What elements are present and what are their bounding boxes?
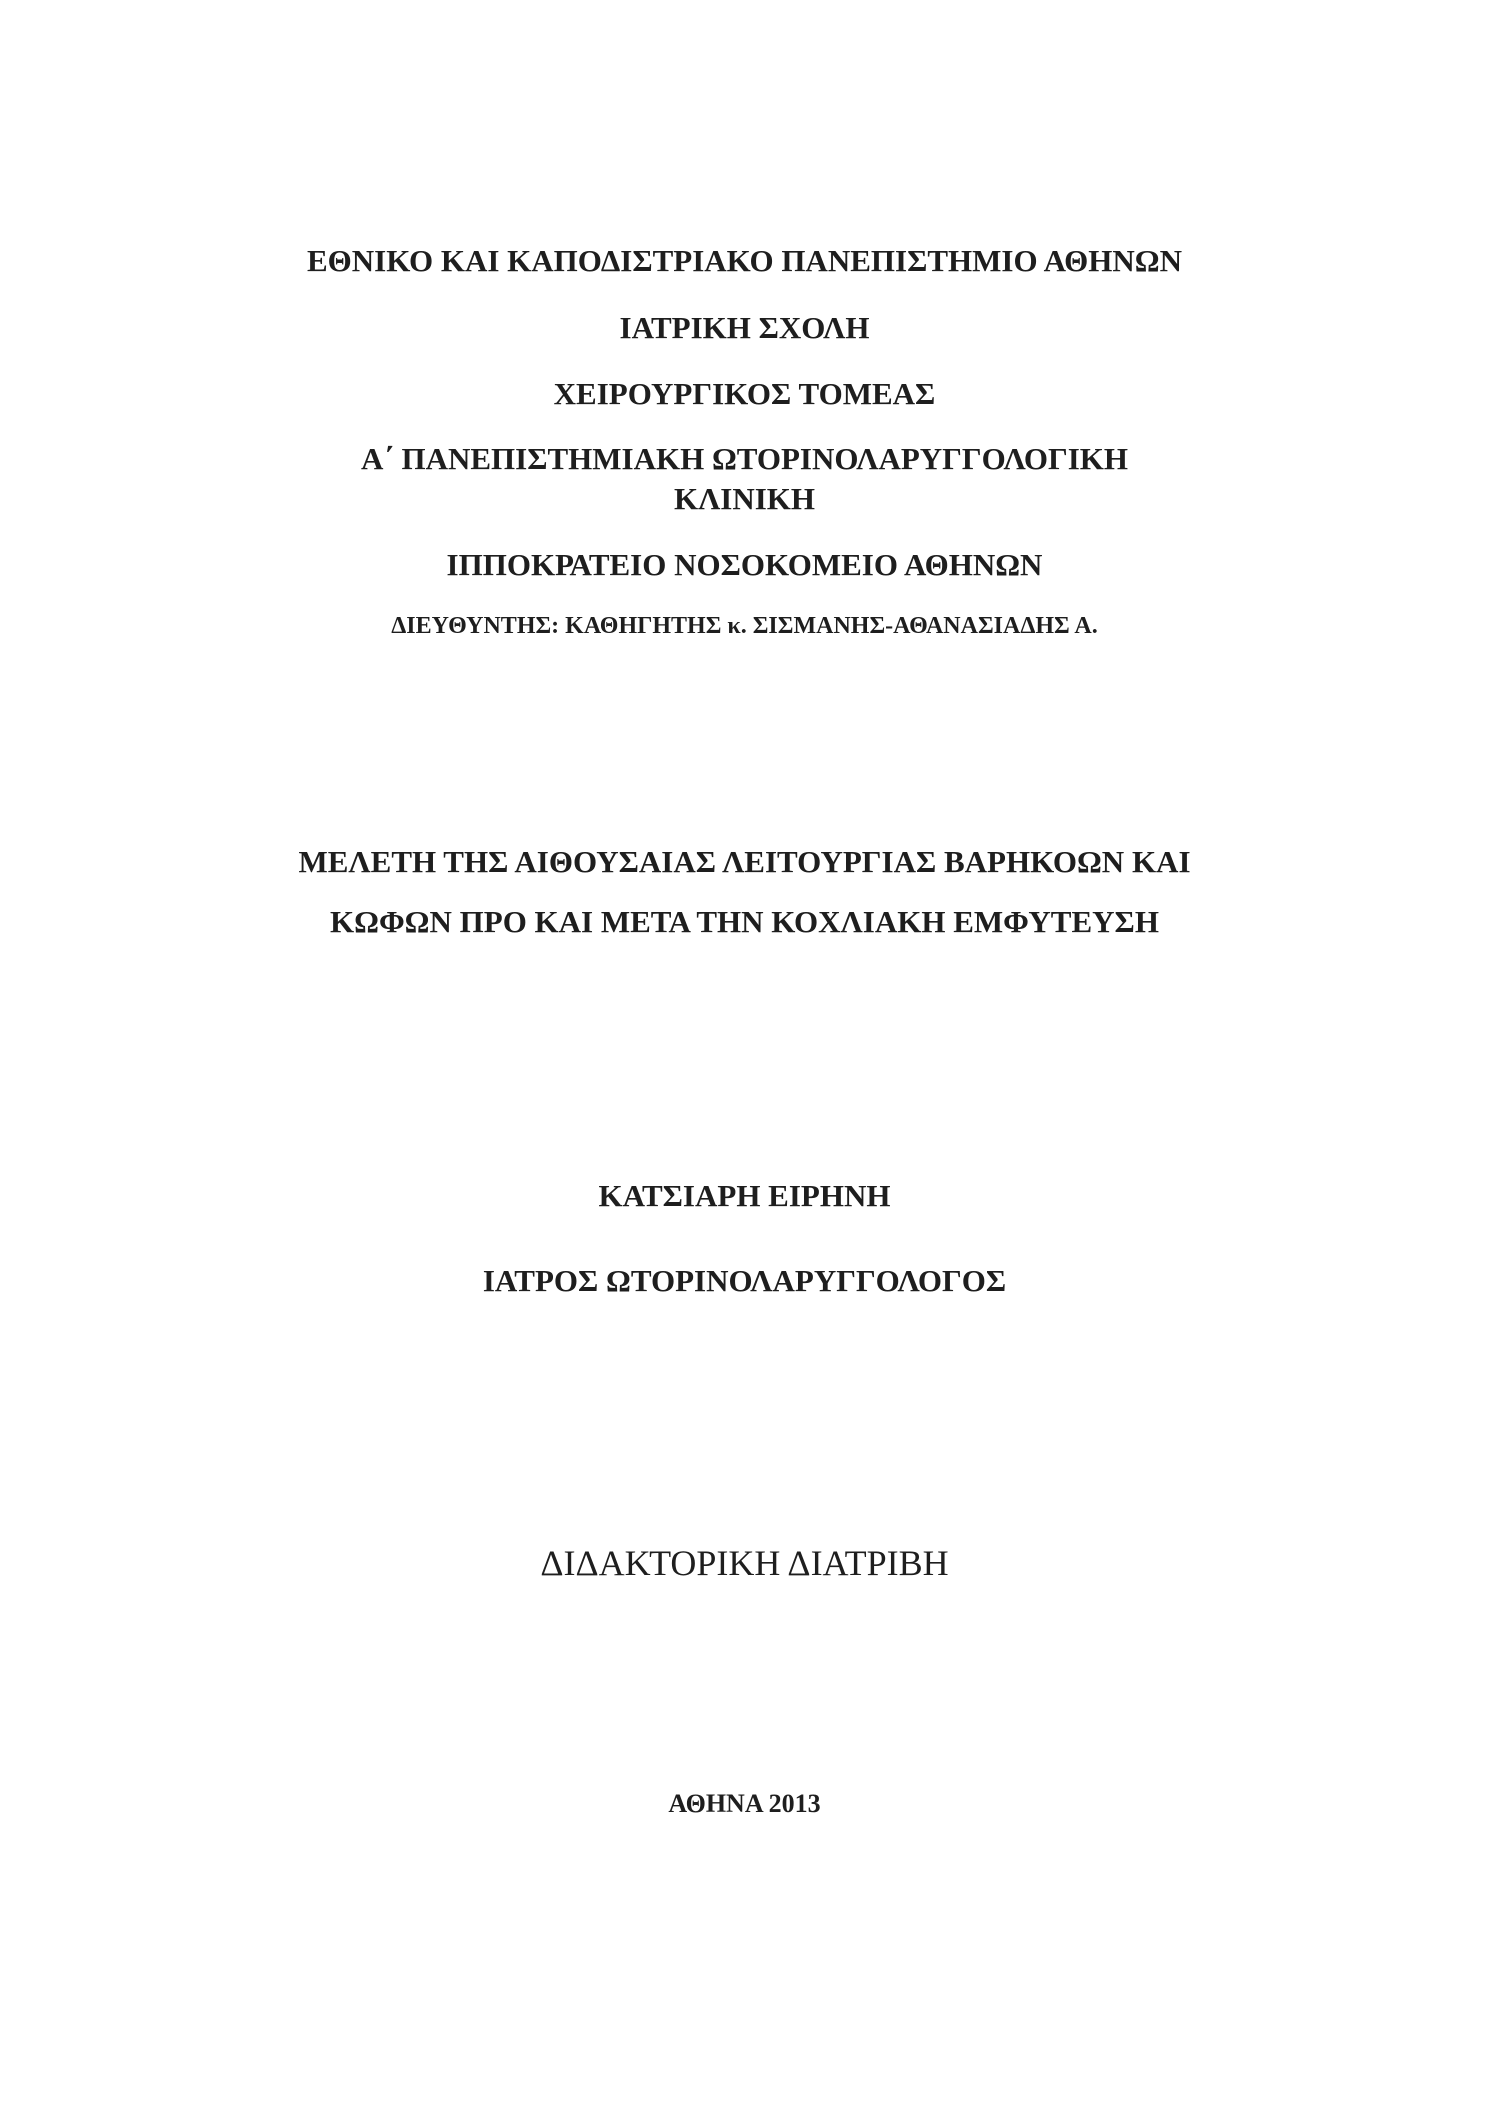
place-year: ΑΘΗΝΑ 2013 (668, 1789, 821, 1818)
director-line: ΔΙΕΥΘΥΝΤΗΣ: ΚΑΘΗΓΗΤΗΣ κ. ΣΙΣΜΑΝΗΣ-ΑΘΑΝΑΣΙΑΔΗΣ Α. (391, 613, 1098, 639)
department-name: ΧΕΙΡΟΥΡΓΙΚΟΣ ΤΟΜΕΑΣ (553, 376, 936, 411)
document-type: ΔΙΔΑΚΤΟΡΙΚΗ ΔΙΑΤΡΙΒΗ (540, 1543, 949, 1583)
thesis-title-line2: ΚΩΦΩΝ ΠΡΟ ΚΑΙ ΜΕΤΑ ΤΗΝ ΚΟΧΛΙΑΚΗ ΕΜΦΥΤΕΥΣΗ (330, 904, 1159, 939)
clinic-name-line2: ΚΛΙΝΙΚΗ (673, 481, 816, 516)
author-name: ΚΑΤΣΙΑΡΗ ΕΙΡΗΝΗ (598, 1178, 891, 1213)
clinic-name-line1: Α΄ ΠΑΝΕΠΙΣΤΗΜΙΑΚΗ ΩΤΟΡΙΝΟΛΑΡΥΓΓΟΛΟΓΙΚΗ (361, 441, 1128, 476)
thesis-title-line1: ΜΕΛΕΤΗ ΤΗΣ ΑΙΘΟΥΣΑΙΑΣ ΛΕΙΤΟΥΡΓΙΑΣ ΒΑΡΗΚΟΩΝ ΚΑΙ (298, 844, 1191, 879)
school-name: ΙΑΤΡΙΚΗ ΣΧΟΛΗ (619, 310, 870, 345)
university-name: ΕΘΝΙΚΟ ΚΑΙ ΚΑΠΟΔΙΣΤΡΙΑΚΟ ΠΑΝΕΠΙΣΤΗΜΙΟ ΑΘΗΝΩΝ (306, 243, 1183, 278)
author-profession: ΙΑΤΡΟΣ ΩΤΟΡΙΝΟΛΑΡΥΓΓΟΛΟΓΟΣ (482, 1263, 1007, 1298)
hospital-name: ΙΠΠΟΚΡΑΤΕΙΟ ΝΟΣΟΚΟΜΕΙΟ ΑΘΗΝΩΝ (446, 547, 1043, 582)
